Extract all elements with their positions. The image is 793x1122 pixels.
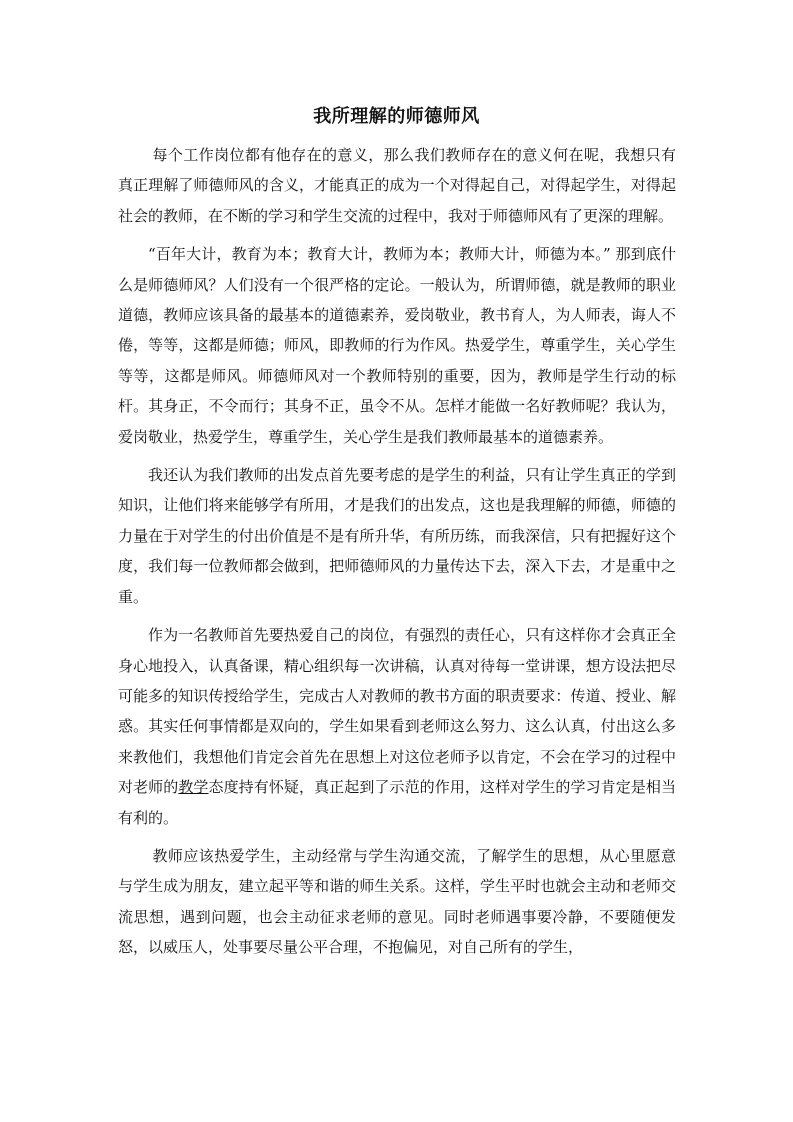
paragraph-4-text-after: 态度持有怀疑，真正起到了示范的作用，这样对学生的学习肯定是相当有利的。 bbox=[118, 778, 676, 827]
paragraph-4 bbox=[118, 620, 676, 833]
paragraph-2: “百年大计，教育为本；教育大计，教师为本；教师大计，师德为本。” 那到底什么是师德师风？人们没有一个很严格的定论。一般认为，所谓师德，就是教师的职业道德，教师应该具备的最基本的道德素养，爱岗敬业，教书育人，为人师表，诲人不倦，等等，这都是师德；师风，即教师的行为作风。热爱学生，尊重学生，关心学生等等，这都是师风。师德师风对一个教师特别的重要，因为，教师是学生行动的标杆。其身正，不令而行；其身不正，虽令不从。怎样才能做一名好教师呢？我认为，爱岗敬业，热爱学生，尊重学生，关心学生是我们教师最基本的道德素养。 bbox=[118, 245, 676, 446]
document-title: 我所理解的师德师风 bbox=[313, 106, 480, 127]
paragraph-4-text-before: 作为一名教师首先要热爱自己的岗位，有强烈的责任心，只有这样你才会真正全身心地投入，认真备课，精心组织每一次讲稿，认真对待每一堂讲课，想方设法把尽可能多的知识传授给学生，完成古人对教师的教书方面的职责要求：传道、授业、解惑。其实任何事情都是双向的，学生如果看到老师这么努力、这么认真，付出这么多来教他们，我想他们肯定会首先在思想上对这位老师予以肯定，不会在学习的过程中对老师的 bbox=[118, 626, 676, 797]
paragraph-5: 教师应该热爱学生，主动经常与学生沟通交流，了解学生的思想，从心里愿意与学生成为朋友，建立起平等和谐的师生关系。这样，学生平时也就会主动和老师交流思想，遇到问题，也会主动征求老师的意见。同时老师遇事要冷静，不要随便发怒，以威压人，处事要尽量公平合理，不抱偏见，对自己所有的学生， bbox=[118, 846, 676, 957]
underlined-word: 教学 bbox=[178, 778, 209, 797]
paragraph-1: 每个工作岗位都有他存在的意义，那么我们教师存在的意义何在呢，我想只有真正理解了师德师风的含义，才能真正的成为一个对得起自己，对得起学生，对得起社会的教师，在不断的学习和学生交流的过程中，我对于师德师风有了更深的理解。 bbox=[118, 146, 676, 225]
paragraph-3: 我还认为我们教师的出发点首先要考虑的是学生的利益，只有让学生真正的学到知识，让他们将来能够学有所用，才是我们的出发点，这也是我理解的师德，师德的力量在于对学生的付出价值是不是有所升华，有所历练，而我深信，只有把握好这个度，我们每一位教师都会做到，把师德师风的力量传达下去，深入下去，才是重中之重。 bbox=[118, 466, 676, 606]
document-body bbox=[118, 140, 676, 971]
